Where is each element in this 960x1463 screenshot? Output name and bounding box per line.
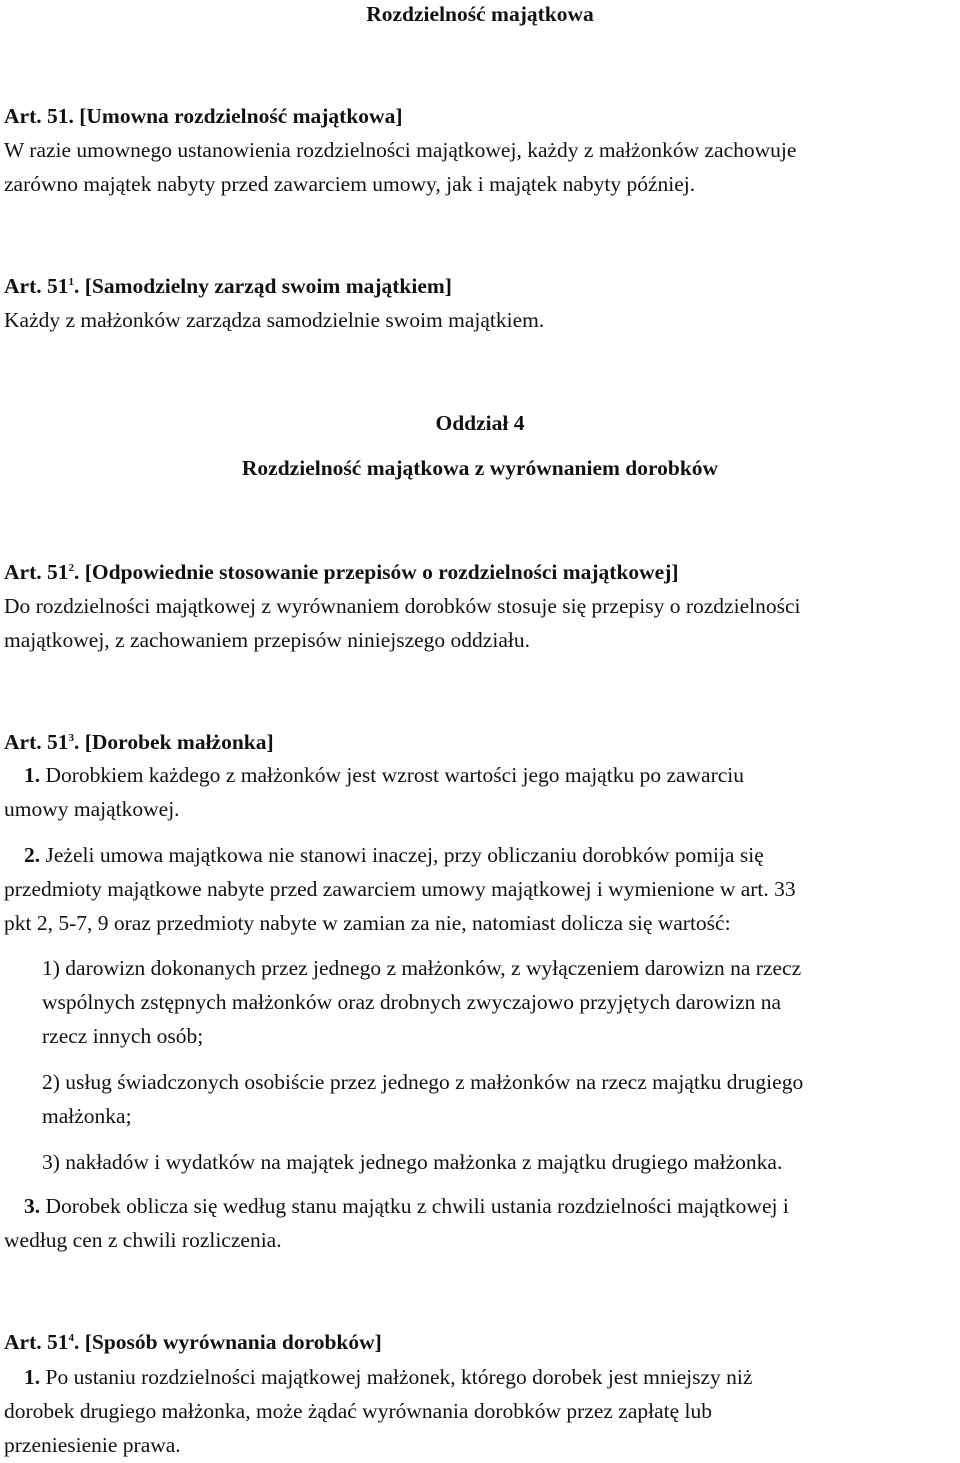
list-item-3-line-1 xyxy=(42,1145,782,1179)
article-51-2-text-line-2: majątkowej, z zachowaniem przepisów niniejszego oddziału. xyxy=(4,628,530,652)
paragraph-text: Dorobkiem każdego z małżonków jest wzrost wartości jego majątku po zawarciu xyxy=(40,763,745,787)
article-number: Art. 51 xyxy=(4,730,69,754)
article-number: Art. 51 xyxy=(4,1330,69,1354)
division-name: Rozdzielność majątkowa z wyrównaniem dorobków xyxy=(241,456,719,480)
article-number: Art. 51 xyxy=(4,560,69,584)
article-title: . [Samodzielny zarząd swoim majątkiem] xyxy=(73,274,452,298)
article-51-3-heading xyxy=(4,725,274,759)
paragraph-1-line-1 xyxy=(24,1360,752,1394)
paragraph-1-line-1 xyxy=(24,758,744,792)
paragraph-1-line-2: dorobek drugiego małżonka, może żądać wyrównania dorobków przez zapłatę lub xyxy=(4,1399,713,1423)
paragraph-text: Po ustaniu rozdzielności majątkowej małżonek, którego dorobek jest mniejszy niż xyxy=(40,1365,753,1389)
paragraph-number: 1. xyxy=(24,1365,41,1389)
document-title: Rozdzielność majątkowa xyxy=(366,2,594,26)
paragraph-text: Jeżeli umowa majątkowa nie stanowi inaczej, przy obliczaniu dorobków pomija się xyxy=(40,843,764,867)
article-number: Art. 51 xyxy=(4,274,69,298)
article-superscript: 2 xyxy=(68,561,74,574)
list-item-label: 3) xyxy=(42,1150,60,1174)
article-superscript: 3 xyxy=(68,731,74,744)
paragraph-2-line-1 xyxy=(24,838,764,872)
article-51-4-heading xyxy=(4,1325,382,1359)
division-number: Oddział 4 xyxy=(435,411,525,435)
article-51-1-heading xyxy=(4,269,452,303)
article-superscript: 4 xyxy=(68,1331,74,1344)
paragraph-3-line-1 xyxy=(24,1189,789,1223)
paragraph-text: Dorobek oblicza się według stanu majątku z chwili ustania rozdzielności majątkowej i xyxy=(40,1194,789,1218)
paragraph-number: 1. xyxy=(24,763,41,787)
article-51-1-text: Każdy z małżonków zarządza samodzielnie swoim majątkiem. xyxy=(4,308,545,332)
article-superscript: 1 xyxy=(68,275,74,288)
paragraph-2-line-2: przedmioty majątkowe nabyte przed zawarciem umowy majątkowej i wymienione w art. 33 xyxy=(4,877,796,901)
paragraph-1-line-3: przeniesienie prawa. xyxy=(4,1433,181,1457)
article-51-text-line-1: W razie umownego ustanowienia rozdzielności majątkowej, każdy z małżonków zachowuje xyxy=(4,138,797,162)
list-item-2-line-2: małżonka; xyxy=(42,1104,132,1128)
list-item-1-line-3: rzecz innych osób; xyxy=(42,1024,204,1048)
list-item-text: nakładów i wydatków na majątek jednego małżonka z majątku drugiego małżonka. xyxy=(65,1150,783,1174)
article-title: . [Dorobek małżonka] xyxy=(73,730,274,754)
article-title: . [Sposób wyrównania dorobków] xyxy=(73,1330,382,1354)
list-item-1-line-2: wspólnych zstępnych małżonków oraz drobnych zwyczajowo przyjętych darowizn na xyxy=(42,990,782,1014)
article-51-2-heading xyxy=(4,555,679,589)
article-51-heading: Art. 51. [Umowna rozdzielność majątkowa] xyxy=(4,104,403,128)
paragraph-2-line-3: pkt 2, 5-7, 9 oraz przedmioty nabyte w zamian za nie, natomiast dolicza się wartość: xyxy=(4,911,731,935)
paragraph-number: 2. xyxy=(24,843,41,867)
article-51-text-line-2: zarówno majątek nabyty przed zawarciem umowy, jak i majątek nabyty później. xyxy=(4,172,696,196)
list-item-text: usług świadczonych osobiście przez jednego z małżonków na rzecz majątku drugiego xyxy=(65,1070,804,1094)
paragraph-1-line-2: umowy majątkowej. xyxy=(4,797,180,821)
list-item-label: 2) xyxy=(42,1070,60,1094)
list-item-text: darowizn dokonanych przez jednego z małżonków, z wyłączeniem darowizn na rzecz xyxy=(65,956,802,980)
article-51-2-text-line-1: Do rozdzielności majątkowej z wyrównaniem dorobków stosuje się przepisy o rozdzielności xyxy=(4,594,801,618)
paragraph-number: 3. xyxy=(24,1194,41,1218)
article-title: . [Odpowiednie stosowanie przepisów o rozdzielności majątkowej] xyxy=(73,560,679,584)
list-item-label: 1) xyxy=(42,956,60,980)
list-item-2-line-1 xyxy=(42,1065,803,1099)
list-item-1-line-1 xyxy=(42,951,801,985)
paragraph-3-line-2: według cen z chwili rozliczenia. xyxy=(4,1228,282,1252)
